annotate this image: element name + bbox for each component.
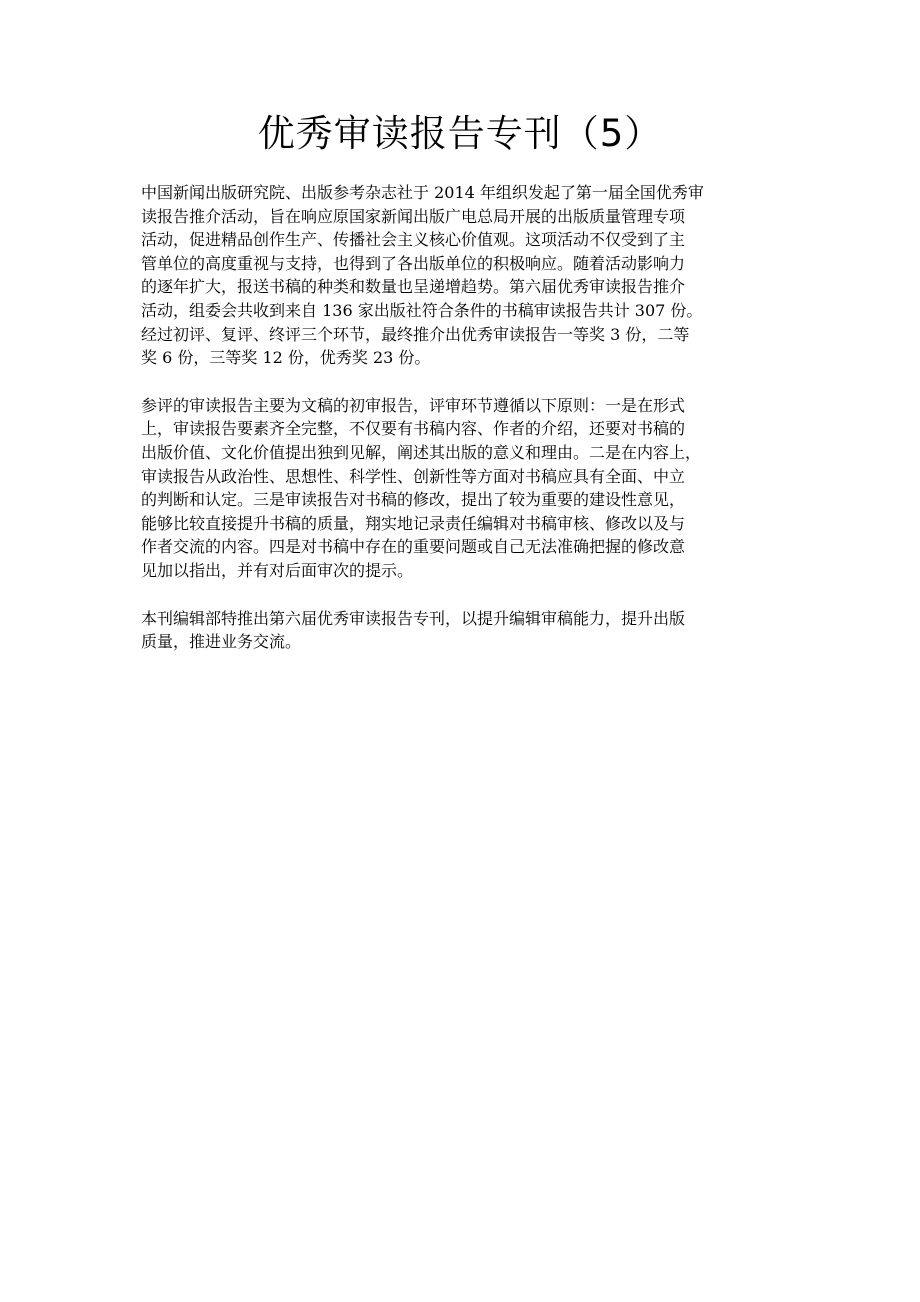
text-line: 参评的审读报告主要为文稿的初审报告，评审环节遵循以下原则：一是在形式 bbox=[141, 395, 686, 415]
page-title: 优秀审读报告专刊（5） bbox=[257, 112, 663, 155]
text-line: 中国新闻出版研究院、出版参考杂志社于 2014 年组织发起了第一届全国优秀审 bbox=[141, 183, 704, 202]
text-line: 见加以指出，并有对后面审次的提示。 bbox=[141, 560, 414, 580]
text-line: 的判断和认定。三是审读报告对书稿的修改，提出了较为重要的建设性意见， bbox=[141, 490, 686, 510]
paragraph-intro bbox=[141, 181, 801, 370]
text-line: 活动，组委会共收到来自 136 家出版社符合条件的书稿审读报告共计 307 份。 bbox=[141, 300, 703, 320]
text-line: 奖 6 份，三等奖 12 份，优秀奖 23 份。 bbox=[141, 348, 431, 368]
text-line: 本刊编辑部特推出第六届优秀审读报告专刊，以提升编辑审稿能力，提升出版 bbox=[141, 608, 686, 628]
text-line: 活动，促进精品创作生产、传播社会主义核心价值观。这项活动不仅受到了主 bbox=[141, 230, 686, 250]
paragraph-closing bbox=[141, 607, 801, 654]
text-line: 上，审读报告要素齐全完整，不仅要有书稿内容、作者的介绍，还要对书稿的 bbox=[141, 419, 686, 439]
text-line: 读报告推介活动，旨在响应原国家新闻出版广电总局开展的出版质量管理专项 bbox=[141, 206, 686, 226]
text-line: 质量，推进业务交流。 bbox=[141, 632, 302, 652]
text-line: 作者交流的内容。四是对书稿中存在的重要问题或自己无法准确把握的修改意 bbox=[141, 537, 686, 557]
document-body bbox=[141, 181, 801, 678]
text-line: 审读报告从政治性、思想性、科学性、创新性等方面对书稿应具有全面、中立 bbox=[141, 466, 686, 486]
text-line: 的逐年扩大，报送书稿的种类和数量也呈递增趋势。第六届优秀审读报告推介 bbox=[141, 277, 686, 297]
text-line: 能够比较直接提升书稿的质量，翔实地记录责任编辑对书稿审核、修改以及与 bbox=[141, 513, 686, 533]
paragraph-principles bbox=[141, 394, 801, 583]
text-line: 管单位的高度重视与支持，也得到了各出版单位的积极响应。随着活动影响力 bbox=[141, 253, 686, 273]
text-line: 经过初评、复评、终评三个环节，最终推介出优秀审读报告一等奖 3 份，二等 bbox=[141, 324, 690, 344]
text-line: 出版价值、文化价值提出独到见解，阐述其出版的意义和理由。二是在内容上， bbox=[141, 442, 702, 462]
